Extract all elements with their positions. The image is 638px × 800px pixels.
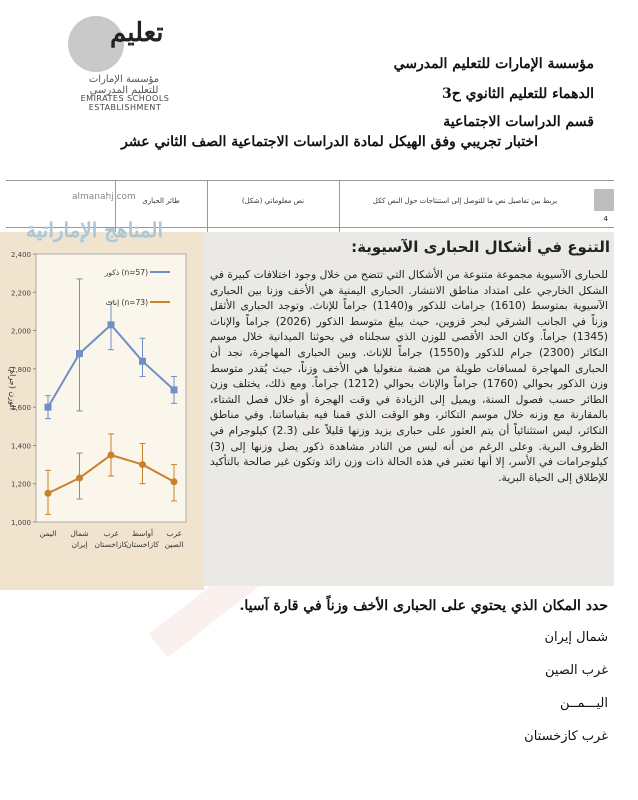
x-tick-label: الصين	[164, 540, 184, 549]
y-tick-label: 1,600	[10, 404, 31, 413]
passage-title: التنوع في أشكال الحبارى الآسيوية:	[351, 238, 610, 256]
logo	[60, 12, 180, 112]
data-point	[45, 490, 52, 497]
question-text: حدد المكان الذي يحتوي على الحبارى الأخف وزناً في قارة آسيا.	[239, 598, 608, 614]
header-line-department: قسم الدراسات الاجتماعية	[443, 114, 594, 130]
x-tick-label: كازاخستان	[126, 540, 159, 549]
y-tick-label: 1,400	[10, 442, 31, 451]
y-tick-label: 2,400	[10, 251, 31, 259]
data-point	[76, 350, 83, 357]
x-tick-label: شمال	[70, 529, 89, 538]
answer-option[interactable]: غرب الصين	[544, 663, 608, 678]
logo-arabic-text: مؤسسة الإمارات للتعليم المدرسي	[88, 74, 160, 96]
logo-english-text: EMIRATES SCHOOLS ESTABLISHMENT	[80, 94, 170, 112]
passage-body: للحبارى الآسيوية مجموعة متنوعة من الأشكال التي تتضح من خلال وجود اختلافات كبيرة في الشكل الخارجي على امتداد مناطق الانتشار. الحبارى اليمنية هي الأخف وزنا بين الحبارى الآسيوية بمتوسط (1610) جرامات للذكور و(1140) جراماً للإناث. وتوجد الحبارى الأثقل وزناً في الجانب الشرقي لبحر قزوين، حيث يبلغ متوسط الذكور (2026) جراماً والإناث (1345) جراماً. وكان الحد الأقصى للوزن الذي سجلناه في بحوثنا الميدانية خلال موسم التكاثر (2300) جرام للذكور و(1550) جراماً للإناث. وبين الحبارى المهاجرة، نجد أن الحبارى المهاجرة لمسافات طويلة من هضبة منغوليا هي الأخف وزناً، حيث يُقدر متوسط وزن الذكور بحوالي (1760) جراماً والإناث بحوالي (1212) جراماً. ومع ذلك، يختلف وزن الطائر حسب فصول السنة، ويميل إلى الزيادة في وقت الهجرة أو خلال فصل الشتاء، بالمقارنة مع وزنه خلال موسم التكاثر، وهو الوقت الذي قمنا فيه بقياساتنا. وفي مناطق التكاثر، ليس استثنائياً أن يتم العثور على حبارى يزيد وزنها قليلاً على (2.3) كيلوجرام في الظروف البرية. وعلى الرغم من أنه ليس من النادر مشاهدة ذكور يصل وزنها إلى (3) كيلوجرامات في الأسر، إلا أنها تعتبر في هذه الحالة ذات وزن زائد وتكون غير صالحة بالتأكيد للإطلاق إلى الحياة البرية.	[210, 269, 609, 484]
answer-option[interactable]: غرب كازخستان	[524, 729, 608, 744]
x-tick-label: إيران	[71, 540, 88, 549]
y-tick-label: 2,000	[10, 327, 31, 336]
data-point	[108, 321, 115, 328]
data-point	[139, 461, 146, 468]
x-tick-label: أواسط	[131, 529, 154, 538]
legend-label: إناث (n=73)	[105, 298, 148, 307]
x-tick-label: كازاخستان	[94, 540, 128, 549]
header-line-school: الدهماء للتعليم الثانوي ح3	[441, 86, 594, 102]
y-tick-label: 1,000	[10, 519, 31, 527]
row-number-cell	[594, 189, 614, 223]
y-tick-label: 2,200	[10, 289, 31, 298]
y-axis-label: الوزن (جرام)	[8, 366, 17, 410]
chart-panel	[0, 232, 204, 590]
skill-cell: يربط بين تفاصيل نص ما للتوصل إلى استنتاجات حول النص ككل	[339, 181, 590, 243]
row-number: 4	[603, 215, 608, 223]
logo-word: تعليم	[110, 18, 164, 48]
data-point	[139, 358, 146, 365]
y-tick-label: 1,200	[10, 480, 31, 489]
brand-watermark: المناهج الإماراتية	[26, 218, 164, 242]
y-tick-label: 1,800	[10, 365, 31, 374]
data-point	[76, 474, 83, 481]
data-point	[171, 386, 178, 393]
answer-option[interactable]: اليـــمــن	[560, 696, 608, 711]
data-point	[45, 404, 52, 411]
x-tick-label: اليمن	[39, 529, 57, 538]
text-type-cell: نص معلوماتي (شكل)	[207, 181, 338, 243]
exam-title: اختبار تجريبي وفق الهيكل لمادة الدراسات الاجتماعية الصف الثاني عشر	[121, 134, 538, 150]
header-line-institution: مؤسسة الإمارات للتعليم المدرسي	[393, 56, 594, 72]
data-point	[108, 452, 115, 459]
answer-option[interactable]: شمال إيران	[544, 630, 608, 645]
data-point	[171, 478, 178, 485]
x-tick-label: غرب	[103, 529, 119, 538]
x-tick-label: غرب	[166, 529, 182, 538]
legend-label: ذكور (n=57)	[104, 268, 148, 277]
weight-chart	[0, 232, 204, 590]
topic-cell: طائر الحبارى	[115, 181, 206, 243]
site-watermark: almanahj.com	[72, 192, 136, 202]
